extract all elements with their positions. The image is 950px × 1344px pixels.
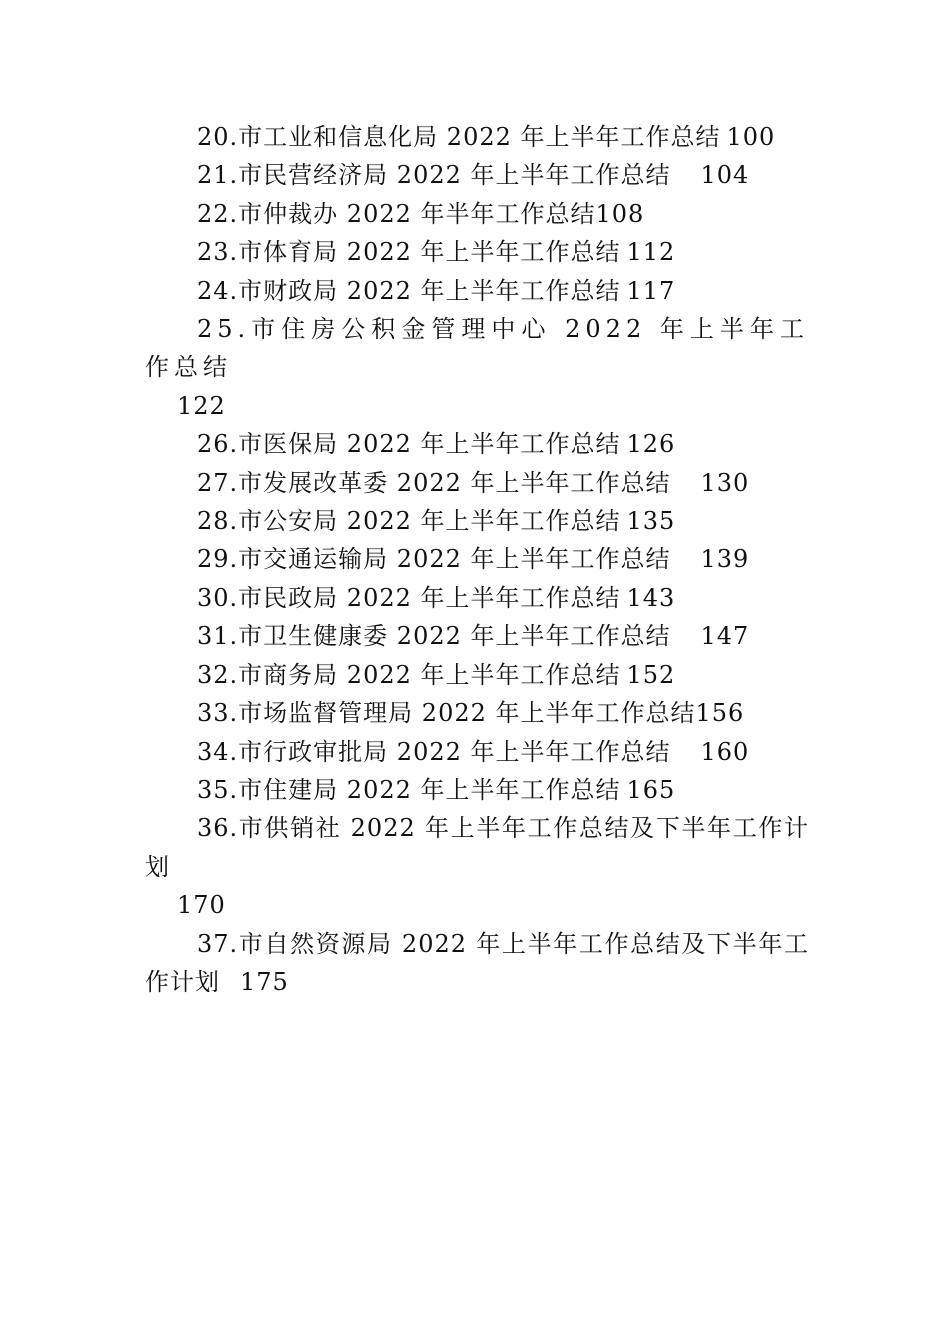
toc-entry-title: 36.市供销社 2022 年上半年工作总结及下半年工作计划	[145, 814, 809, 881]
toc-entry	[145, 694, 809, 732]
toc-entry	[145, 579, 809, 617]
toc-entry-page: 126	[626, 430, 676, 459]
toc-entry-page: 170	[177, 891, 226, 920]
toc-entry-title: 32.市商务局 2022 年上半年工作总结	[197, 660, 621, 689]
toc-entry-title: 37.市自然资源局 2022 年上半年工作总结及下半年工作计划	[145, 929, 809, 996]
toc-entry-title: 27.市发展改革委 2022 年上半年工作总结	[197, 468, 671, 497]
toc-entry-page: 147	[700, 622, 750, 651]
toc-entry-page: 104	[700, 161, 750, 190]
toc-entry	[145, 310, 809, 425]
toc-entry-page: 165	[626, 775, 676, 804]
toc-entry-page: 143	[626, 583, 676, 612]
toc-entry-page: 135	[626, 507, 676, 536]
toc-entry	[145, 540, 809, 578]
toc-entry-title: 21.市民营经济局 2022 年上半年工作总结	[197, 161, 671, 190]
toc-entry-title: 30.市民政局 2022 年上半年工作总结	[197, 583, 621, 612]
table-of-contents	[145, 118, 809, 1001]
toc-entry-title: 26.市医保局 2022 年上半年工作总结	[197, 430, 621, 459]
toc-entry	[145, 195, 809, 233]
toc-entry-title: 20.市工业和信息化局 2022 年上半年工作总结	[197, 123, 721, 151]
toc-entry-page: 100	[726, 123, 776, 151]
toc-entry	[145, 464, 809, 502]
toc-entry-page: 160	[700, 737, 750, 766]
toc-entry-page: 152	[626, 660, 676, 689]
toc-entry-title: 25.市住房公积金管理中心 2022 年上半年工作总结	[145, 315, 809, 382]
toc-entry	[145, 733, 809, 771]
toc-entry-title: 23.市体育局 2022 年上半年工作总结	[197, 238, 621, 267]
toc-entry	[145, 656, 809, 694]
toc-entry-title: 29.市交通运输局 2022 年上半年工作总结	[197, 545, 671, 574]
toc-entry-title: 34.市行政审批局 2022 年上半年工作总结	[197, 737, 671, 766]
toc-entry-page: 156	[695, 699, 745, 728]
toc-entry-page: 139	[700, 545, 750, 574]
toc-entry	[145, 617, 809, 655]
toc-entry	[145, 809, 809, 924]
toc-entry	[145, 502, 809, 540]
toc-entry	[145, 118, 809, 156]
toc-entry-title: 31.市卫生健康委 2022 年上半年工作总结	[197, 622, 671, 651]
toc-entry-page: 117	[626, 276, 676, 305]
toc-entry	[145, 925, 809, 1002]
toc-entry-page: 112	[626, 238, 676, 267]
toc-entry-page: 130	[700, 468, 750, 497]
toc-entry-title: 24.市财政局 2022 年上半年工作总结	[197, 276, 621, 305]
toc-entry-title: 35.市住建局 2022 年上半年工作总结	[197, 775, 621, 804]
toc-entry-title: 33.市场监督管理局 2022 年上半年工作总结	[197, 699, 696, 728]
toc-entry-page: 175	[240, 967, 289, 996]
toc-entry-title: 22.市仲裁办 2022 年半年工作总结	[197, 199, 596, 228]
toc-entry	[145, 425, 809, 463]
toc-entry-title: 28.市公安局 2022 年上半年工作总结	[197, 507, 621, 536]
toc-entry	[145, 272, 809, 310]
toc-entry-page: 122	[177, 391, 226, 420]
toc-entry	[145, 156, 809, 194]
toc-entry	[145, 233, 809, 271]
toc-entry	[145, 771, 809, 809]
toc-entry-page: 108	[595, 199, 645, 228]
